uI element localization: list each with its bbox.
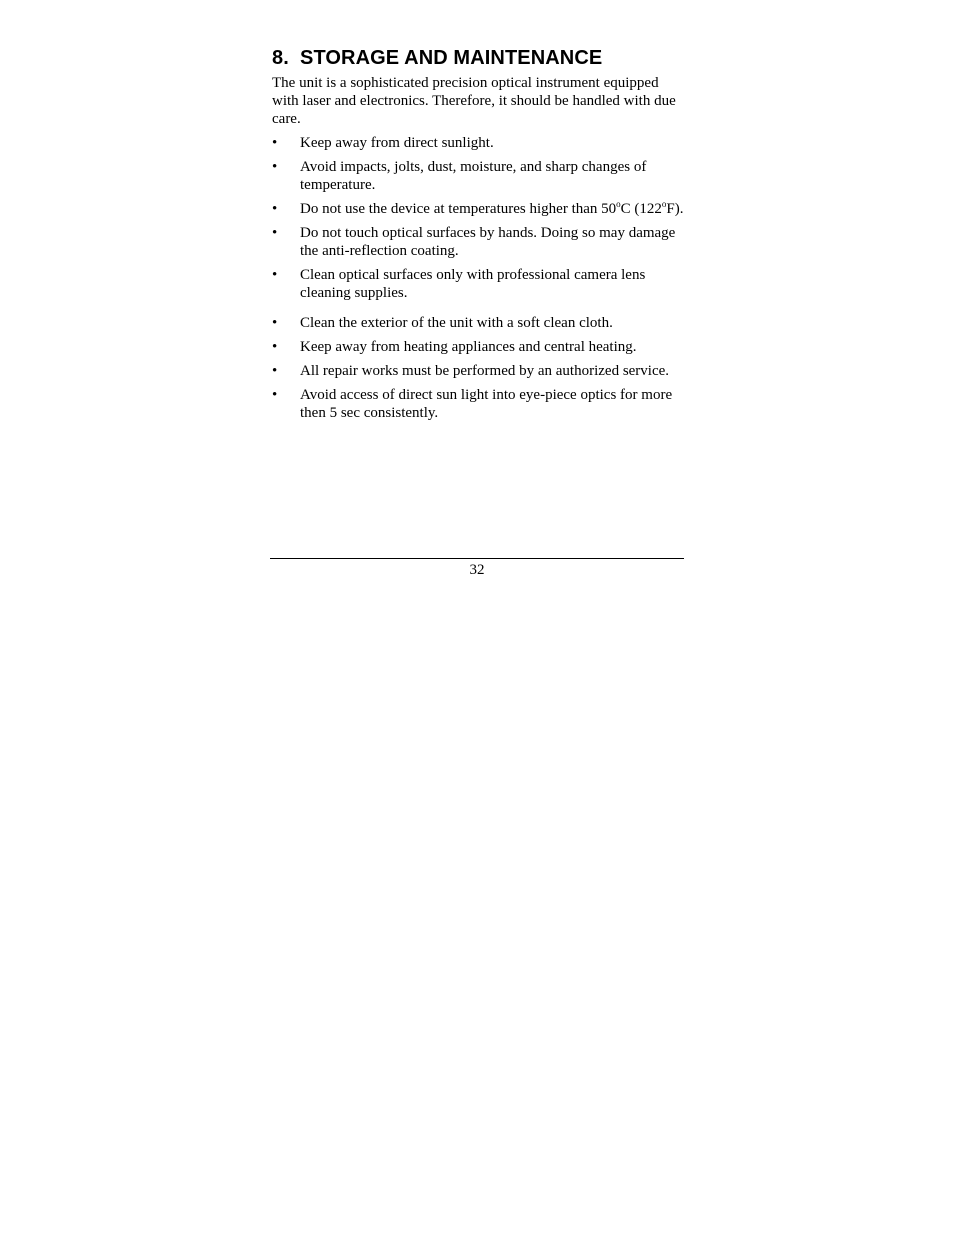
list-item [272, 200, 684, 218]
list-item [272, 362, 684, 380]
page-number: 32 [469, 562, 485, 578]
degree-superscript: o [661, 199, 667, 209]
bullet-icon: • [272, 339, 278, 355]
maintenance-list [272, 134, 684, 422]
bullet-icon: • [272, 387, 278, 403]
bullet-icon: • [272, 315, 278, 331]
list-item [272, 224, 684, 260]
list-item-text [300, 201, 684, 217]
intro-paragraph: The unit is a sophisticated precision optical instrument equipped with laser and electronics. Therefore, it should be handled with due care. [272, 75, 676, 127]
list-item-text: Keep away from direct sunlight. [300, 135, 494, 151]
bullet-icon: • [272, 135, 278, 151]
list-item-text: Clean the exterior of the unit with a soft clean cloth. [300, 315, 613, 331]
degree-superscript: o [616, 199, 621, 209]
section-heading [272, 46, 684, 70]
list-item-text: Clean optical surfaces only with professional camera lens cleaning supplies. [300, 267, 646, 301]
list-item [272, 266, 684, 302]
list-item-text: Avoid impacts, jolts, dust, moisture, and sharp changes of temperature. [300, 159, 647, 193]
list-item [272, 134, 684, 152]
bullet-icon: • [272, 225, 278, 241]
bullet-icon: • [272, 267, 278, 283]
temperature-text-part: F). [666, 201, 684, 217]
bullet-icon: • [272, 363, 278, 379]
list-item [272, 338, 684, 356]
bullet-icon: • [272, 201, 278, 217]
temperature-text-part: C (122 [620, 201, 662, 217]
document-page [272, 46, 684, 428]
list-item-text: Do not touch optical surfaces by hands. Doing so may damage the anti-reflection coating. [300, 225, 676, 259]
temperature-text-part: Do not use the device at temperatures higher than 50 [300, 201, 617, 217]
bullet-icon: • [272, 159, 278, 175]
list-item [272, 386, 684, 422]
footer-divider [270, 558, 684, 559]
list-item-text: All repair works must be performed by an authorized service. [300, 363, 670, 379]
section-title: STORAGE AND MAINTENANCE [300, 47, 603, 69]
list-item [272, 158, 684, 194]
section-number: 8. [272, 47, 289, 69]
list-item [272, 314, 684, 332]
list-item-text: Keep away from heating appliances and central heating. [300, 339, 637, 355]
list-item-text: Avoid access of direct sun light into eye-piece optics for more then 5 sec consistently. [300, 387, 673, 421]
